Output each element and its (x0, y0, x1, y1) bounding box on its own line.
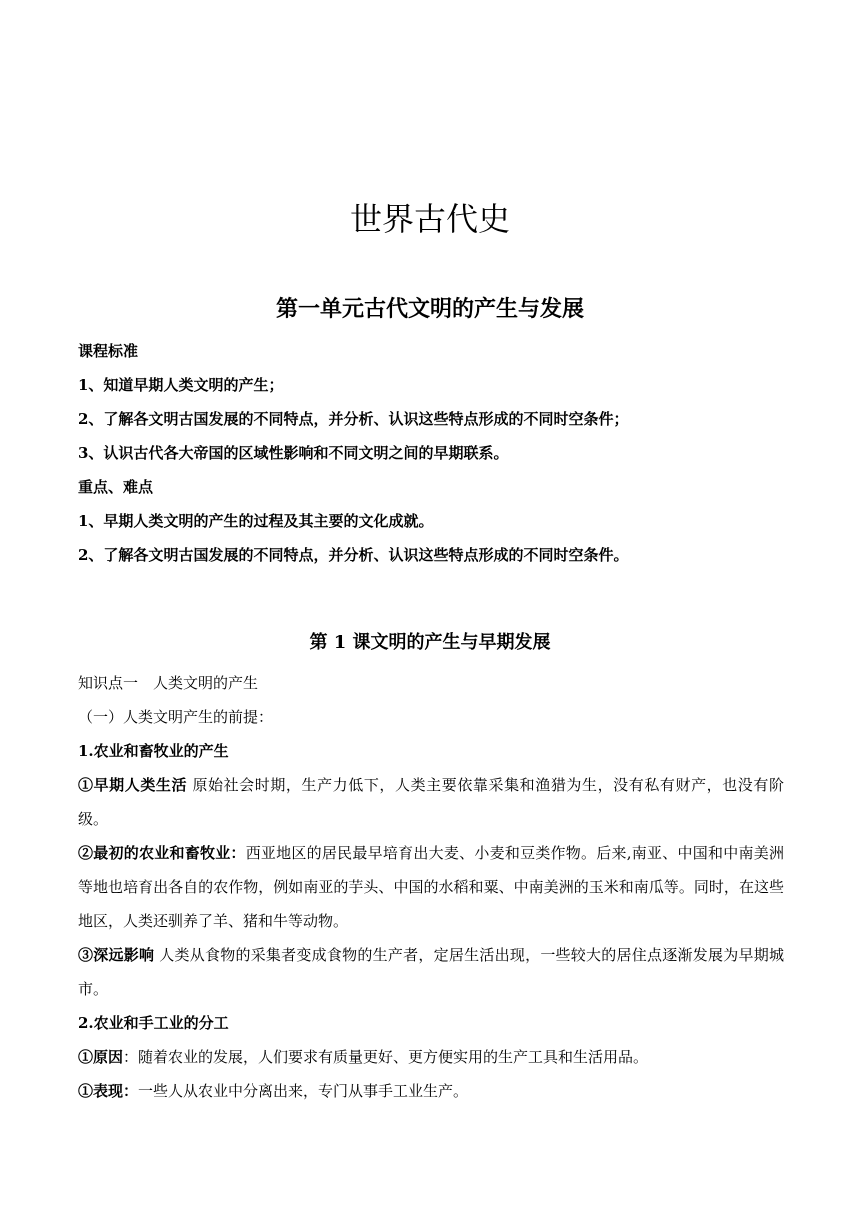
paragraph-label: ③深远影响 (78, 946, 155, 964)
lesson-content (78, 666, 784, 1108)
key-point-item: 2、了解各文明古国发展的不同特点，并分析、认识这些特点形成的不同时空条件。 (78, 546, 629, 564)
unit-title: 第一单元古代文明的产生与发展 (275, 296, 584, 322)
paragraph-text: 西亚地区的居民最早培育出大麦、小麦和豆类作物。后来,南亚、中国和中南美洲等地也培育出各自的农作物，例如南亚的芋头、中国的水稻和粟、中南美洲的玉米和南瓜等。同时，在这些地区，人类还驯养了羊、猪和牛等动物。 (78, 844, 784, 930)
standards-heading: 课程标准 (78, 342, 139, 360)
paragraph (78, 836, 784, 938)
standard-item: 3、认识古代各大帝国的区域性影响和不同文明之间的早期联系。 (78, 444, 509, 462)
paragraph-text: 人类从食物的采集者变成食物的生产者，定居生活出现，一些较大的居住点逐渐发展为早期城市。 (78, 946, 784, 998)
key-points-heading: 重点、难点 (78, 478, 154, 496)
paragraph-label: ①表现： (78, 1082, 139, 1100)
paragraph (78, 1040, 784, 1074)
knowledge-point-heading: 知识点一 人类文明的产生 (78, 674, 259, 692)
subsection-heading: 1.农业和畜牧业的产生 (78, 742, 229, 760)
paragraph (78, 768, 784, 836)
standard-item: 2、了解各文明古国发展的不同特点，并分析、认识这些特点形成的不同时空条件； (78, 410, 629, 428)
standard-item: 1、知道早期人类文明的产生； (78, 376, 284, 394)
paragraph (78, 1074, 784, 1108)
paragraph-label: ①早期人类生活 (78, 776, 188, 794)
paragraph-text: ：随着农业的发展，人们要求有质量更好、更方便实用的生产工具和生活用品。 (123, 1048, 649, 1066)
document-title: 世界古代史 (349, 200, 510, 238)
paragraph-label: ①原因 (78, 1048, 124, 1066)
subsection-heading: 2.农业和手工业的分工 (78, 1014, 229, 1032)
course-standards (78, 334, 784, 572)
key-point-item: 1、早期人类文明的产生的过程及其主要的文化成就。 (78, 512, 434, 530)
paragraph-label: ②最初的农业和畜牧业： (78, 844, 246, 862)
section-heading: （一）人类文明产生的前提： (78, 708, 274, 726)
lesson-title: 第 1 课文明的产生与早期发展 (309, 632, 551, 653)
paragraph-text: 原始社会时期，生产力低下，人类主要依靠采集和渔猎为生，没有私有财产，也没有阶级。 (78, 776, 784, 828)
paragraph (78, 938, 784, 1006)
paragraph-text: 一些人从农业中分离出来，专门从事手工业生产。 (138, 1082, 469, 1100)
